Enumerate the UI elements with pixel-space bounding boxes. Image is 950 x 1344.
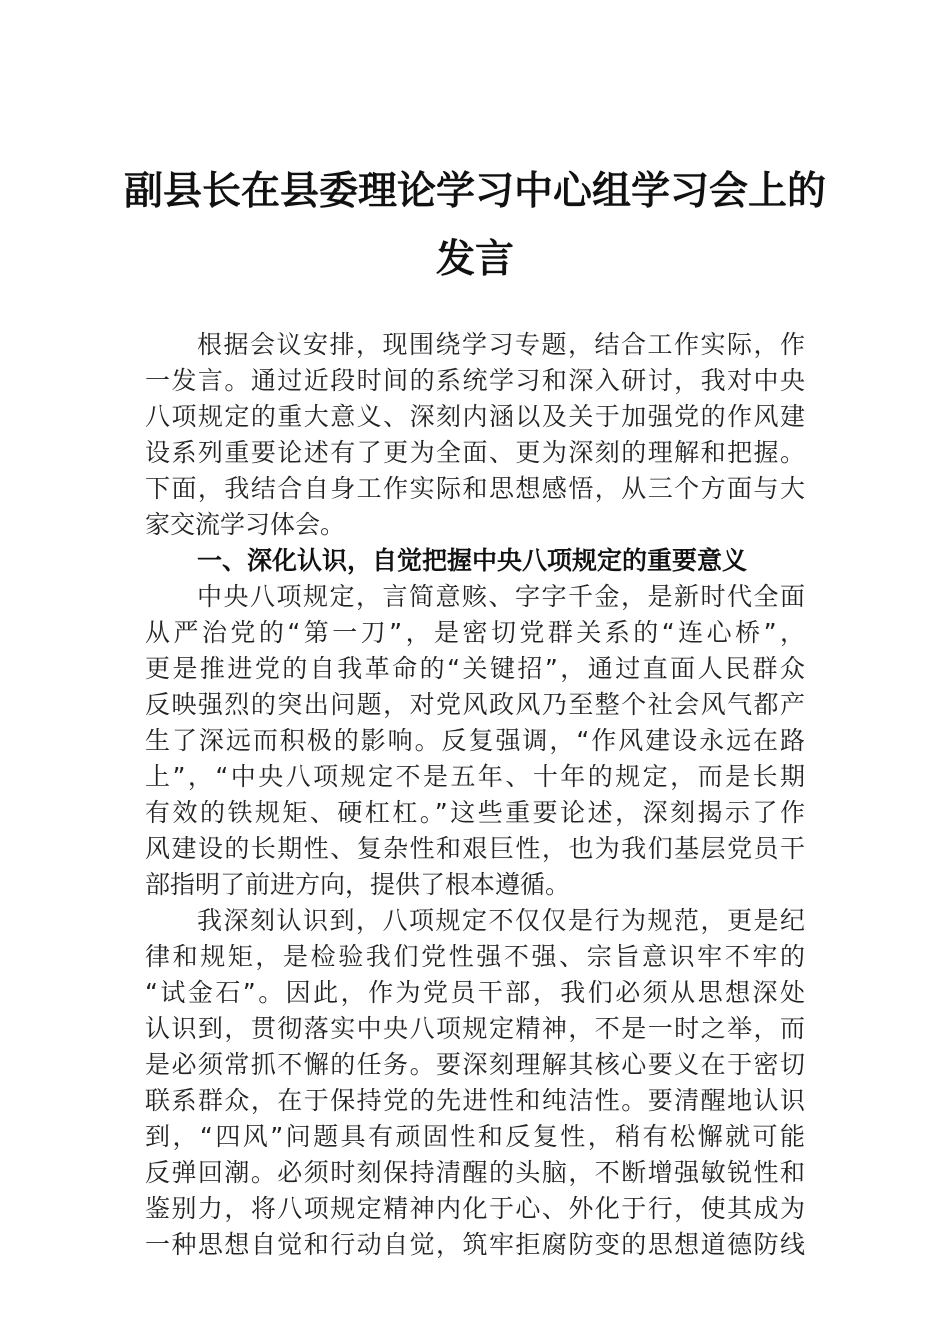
- paragraph-line: 八项规定的重大意义、深刻内涵以及关于加强党的作风建: [145, 402, 805, 431]
- section-heading: 一、深化认识，自觉把握中央八项规定的重要意义: [197, 546, 748, 575]
- paragraph-line: 到，“四风”问题具有顽固性和反复性，稍有松懈就可能: [145, 1122, 805, 1151]
- paragraph-line: 是必须常抓不懈的任务。要深刻理解其核心要义在于密切: [145, 1050, 805, 1079]
- paragraph-line: 一种思想自觉和行动自觉，筑牢拒腐防变的思想道德防线: [145, 1230, 805, 1259]
- paragraph-line: 下面，我结合自身工作实际和思想感悟，从三个方面与大: [145, 474, 805, 503]
- paragraph-line: 中央八项规定，言简意赅、字字千金，是新时代全面: [197, 582, 805, 611]
- paragraph-line: 反映强烈的突出问题，对党风政风乃至整个社会风气都产: [145, 690, 805, 719]
- paragraph-line: 我深刻认识到，八项规定不仅仅是行为规范，更是纪: [197, 906, 805, 935]
- paragraph-line: 部指明了前进方向，提供了根本遵循。: [145, 870, 571, 899]
- document-title-line-1: 副县长在县委理论学习中心组学习会上的: [123, 168, 826, 214]
- paragraph-line: 认识到，贯彻落实中央八项规定精神，不是一时之举，而: [145, 1014, 805, 1043]
- paragraph-line: 根据会议安排，现围绕学习专题，结合工作实际，作: [197, 330, 805, 359]
- paragraph-line: “试金石”。因此，作为党员干部，我们必须从思想深处: [145, 978, 805, 1007]
- paragraph-line: 设系列重要论述有了更为全面、更为深刻的理解和把握。: [145, 438, 805, 467]
- paragraph-line: 联系群众，在于保持党的先进性和纯洁性。要清醒地认识: [145, 1086, 805, 1115]
- paragraph-line: 上”，“中央八项规定不是五年、十年的规定，而是长期: [145, 762, 805, 791]
- paragraph-line: 风建设的长期性、复杂性和艰巨性，也为我们基层党员干: [145, 834, 805, 863]
- paragraph-line: 鉴别力，将八项规定精神内化于心、外化于行，使其成为: [145, 1194, 805, 1223]
- paragraph-line: 反弹回潮。必须时刻保持清醒的头脑，不断增强敏锐性和: [145, 1158, 805, 1187]
- paragraph-line: 律和规矩，是检验我们党性强不强、宗旨意识牢不牢的: [145, 942, 805, 971]
- paragraph-line: 生了深远而积极的影响。反复强调，“作风建设永远在路: [145, 726, 805, 755]
- paragraph-line: 更是推进党的自我革命的“关键招”，通过直面人民群众: [145, 654, 805, 683]
- paragraph-line: 家交流学习体会。: [145, 510, 346, 539]
- paragraph-line: 一发言。通过近段时间的系统学习和深入研讨，我对中央: [145, 366, 805, 395]
- paragraph-line: 从严治党的“第一刀”，是密切党群关系的“连心桥”，: [145, 618, 805, 647]
- paragraph-line: 有效的铁规矩、硬杠杠。”这些重要论述，深刻揭示了作: [145, 798, 805, 827]
- document-title-line-2: 发言: [435, 236, 514, 282]
